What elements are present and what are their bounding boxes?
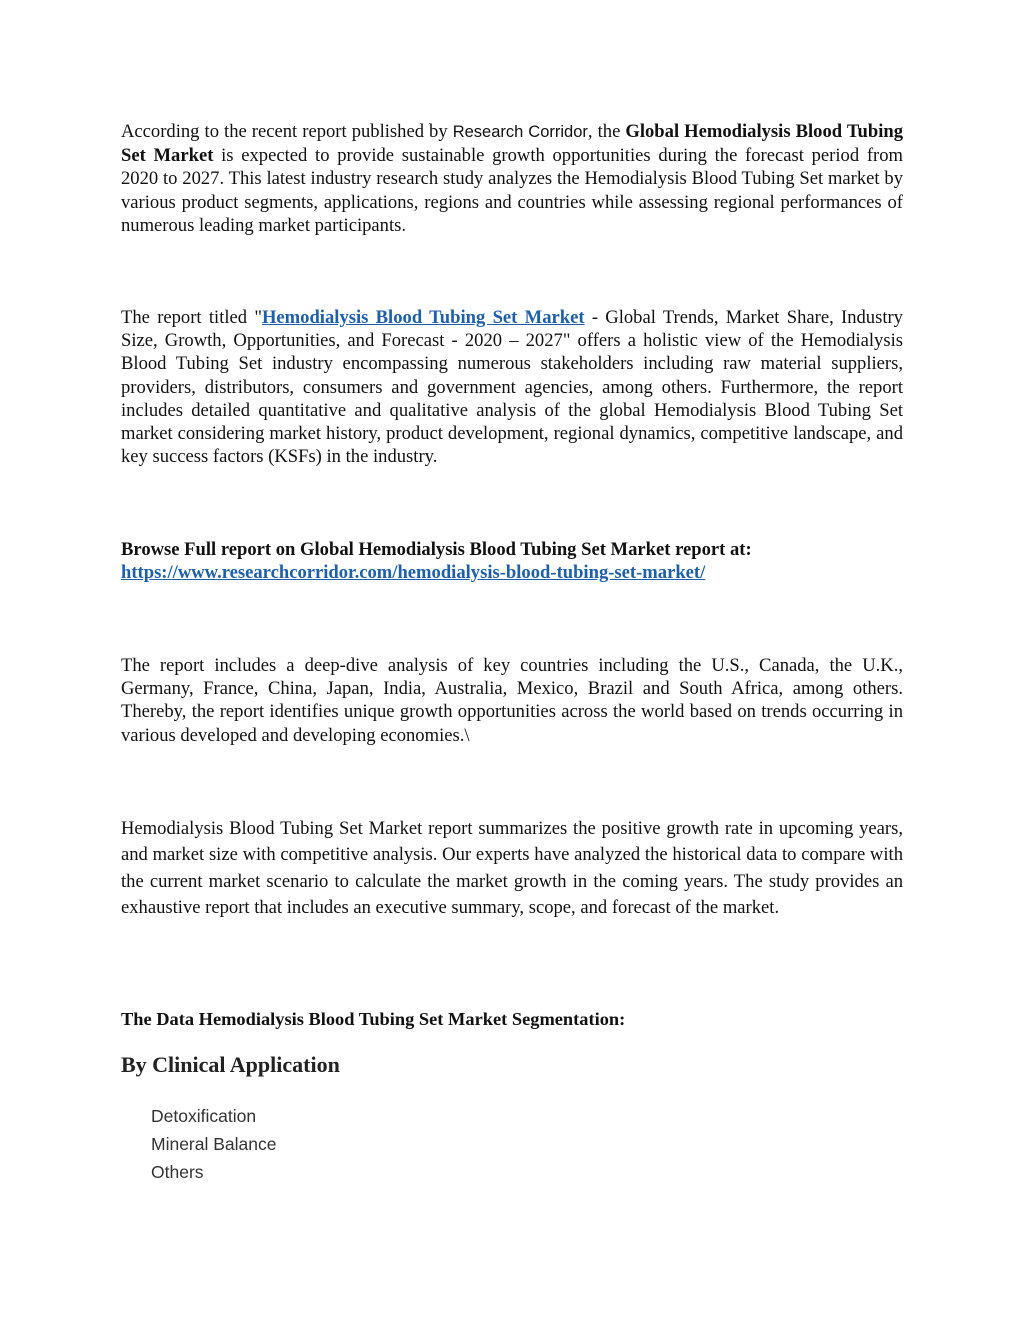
segmentation-subheading: By Clinical Application — [121, 1052, 340, 1077]
segmentation-heading: The Data Hemodialysis Blood Tubing Set Market Segmentation: — [121, 1009, 626, 1029]
segment-item: Detoxification — [151, 1106, 257, 1126]
countries-paragraph: The report includes a deep-dive analysis of key countries including the U.S., Canada, the U.K., Germany, France, China, Japan, India, Australia, Mexico, Brazil and South Africa, among others. Thereby, the report identifies unique growth opportunities across the world based on trends occurring in various developed and developing economies.\ — [121, 655, 903, 746]
intro-paragraph — [121, 120, 903, 237]
report-title-post: - Global Trends, Market Share, Industry Size, Growth, Opportunities, and Forecast - 2020 – 2027" offers a holistic view of the Hemodialysis Blood Tubing Set industry encompassing numerous stakeholders including raw material suppliers, providers, distributors, consumers and government agencies, among others. Furthermore, the report includes detailed quantitative and qualitative analysis of the global Hemodialysis Blood Tubing Set market considering market history, product development, regional dynamics, competitive landscape, and key success factors (KSFs) in the industry. — [121, 307, 903, 468]
segment-list — [151, 1102, 276, 1186]
segment-item: Mineral Balance — [151, 1134, 277, 1154]
browse-paragraph — [121, 538, 752, 584]
summary-paragraph: Hemodialysis Blood Tubing Set Market report summarizes the positive growth rate in upcoming years, and market size with competitive analysis. Our experts have analyzed the historical data to compare with the current market scenario to calculate the market growth in the coming years. The study provides an exhaustive report that includes an executive summary, scope, and forecast of the market. — [121, 818, 903, 919]
intro-text-mid: , the — [587, 121, 626, 142]
intro-text-post: is expected to provide sustainable growth opportunities during the forecast period from 2020 to 2027. This latest industry research study analyzes the Hemodialysis Blood Tubing Set market by various product segments, applications, regions and countries while assessing regional performances of numerous leading market participants. — [121, 145, 903, 236]
report-url-link[interactable]: https://www.researchcorridor.com/hemodialysis-blood-tubing-set-market/ — [121, 562, 706, 584]
report-title-paragraph — [121, 306, 903, 468]
intro-text-pre: According to the recent report published by — [121, 121, 453, 142]
market-name-bold: Global Hemodialysis Blood Tubing Set Market — [121, 121, 903, 167]
segment-item: Others — [151, 1162, 204, 1182]
browse-label: Browse Full report on Global Hemodialysis Blood Tubing Set Market report at: — [121, 539, 752, 560]
report-title-pre: The report titled " — [121, 307, 262, 328]
publisher-name: Research Corridor — [452, 123, 588, 141]
report-title-link[interactable]: Hemodialysis Blood Tubing Set Market — [261, 307, 585, 328]
